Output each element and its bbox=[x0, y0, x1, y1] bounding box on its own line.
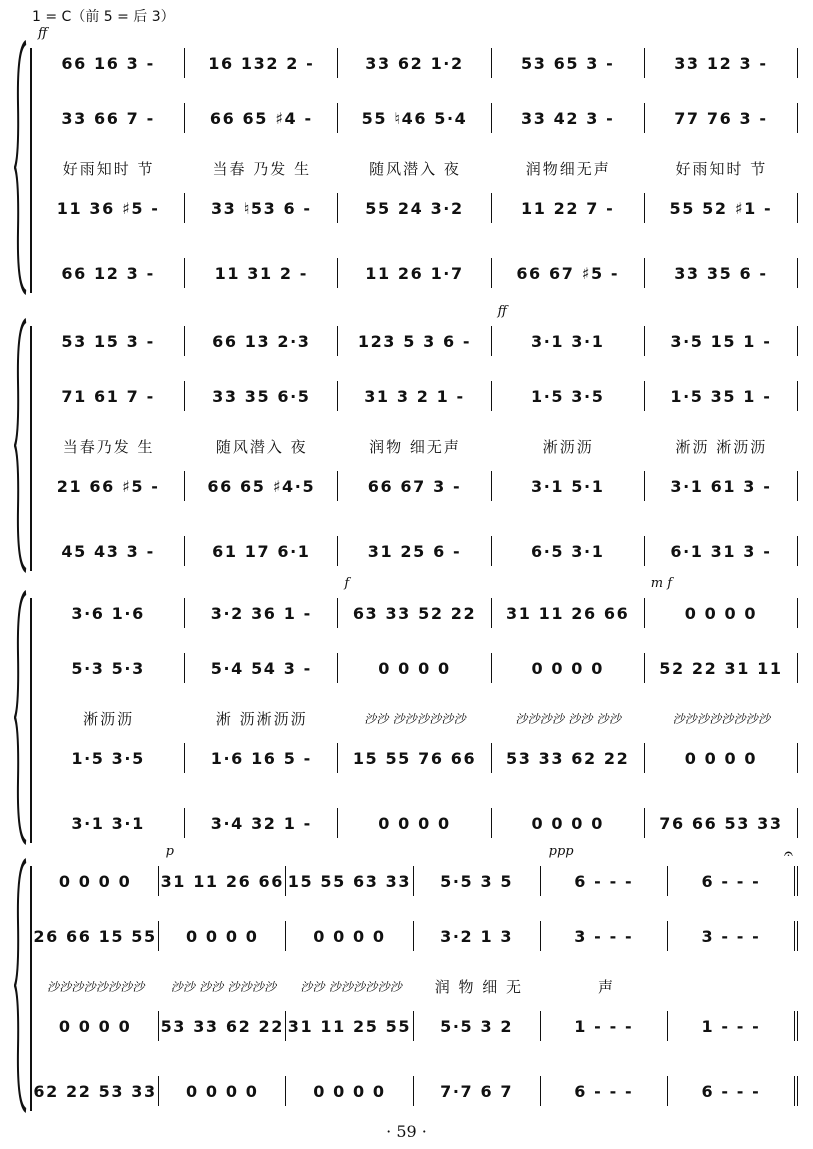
stave-row bbox=[32, 193, 798, 223]
lyrics-row bbox=[32, 155, 798, 181]
measure: 66 12 3 - bbox=[32, 258, 185, 288]
measure: 55 52 ♯1 - bbox=[645, 193, 798, 223]
measure: 0 0 0 0 bbox=[32, 866, 159, 896]
measure: 31 11 26 66 bbox=[492, 598, 645, 628]
lyric-segment: 淅 沥淅沥沥 bbox=[215, 709, 308, 728]
measure: 5·5 3 5 bbox=[414, 866, 541, 896]
lyric-segment: 沙沙沙沙 沙沙 沙沙 bbox=[515, 711, 622, 726]
measure: 26 66 15 55 bbox=[32, 921, 159, 951]
measure: 1·5 3·5 bbox=[492, 381, 645, 411]
measure: 66 65 ♯4 - bbox=[185, 103, 338, 133]
measure: 45 43 3 - bbox=[32, 536, 185, 566]
measure: 6 - - - bbox=[541, 866, 668, 896]
stave-row bbox=[32, 381, 798, 411]
measure: 3·2 1 3 bbox=[414, 921, 541, 951]
stave-row bbox=[32, 598, 798, 628]
measure: 3·5 15 1 - bbox=[645, 326, 798, 356]
brace-icon bbox=[14, 318, 28, 573]
lyrics-row bbox=[32, 705, 798, 731]
stave-row bbox=[32, 103, 798, 133]
lyrics-row bbox=[32, 433, 798, 459]
measure: 0 0 0 0 bbox=[492, 653, 645, 683]
dynamic-marking: f bbox=[344, 576, 350, 591]
stave-row bbox=[32, 653, 798, 683]
dynamic-marking: ff bbox=[497, 304, 507, 319]
measure: 3·2 36 1 - bbox=[185, 598, 338, 628]
measure: 31 11 26 66 bbox=[159, 866, 286, 896]
measure: 0 0 0 0 bbox=[492, 808, 645, 838]
measure: 71 61 7 - bbox=[32, 381, 185, 411]
key-signature: 1 = C（前 5 = 后 3） bbox=[32, 9, 175, 25]
lyric-segment: 好雨知时 节 bbox=[675, 159, 768, 178]
measure: 5·4 54 3 - bbox=[185, 653, 338, 683]
lyric-segment: 声 bbox=[598, 977, 616, 996]
measure: 5·3 5·3 bbox=[32, 653, 185, 683]
measure: 53 15 3 - bbox=[32, 326, 185, 356]
measure: 66 67 3 - bbox=[338, 471, 491, 501]
stave-row bbox=[32, 471, 798, 501]
stave-row bbox=[32, 866, 798, 896]
measure: 15 55 76 66 bbox=[338, 743, 491, 773]
measure: 76 66 53 33 bbox=[645, 808, 798, 838]
measure: 21 66 ♯5 - bbox=[32, 471, 185, 501]
measure: 0 0 0 0 bbox=[645, 598, 798, 628]
measure: 52 22 31 11 bbox=[645, 653, 798, 683]
measure: 11 36 ♯5 - bbox=[32, 193, 185, 223]
measure: 0 0 0 0 bbox=[159, 921, 286, 951]
lyric-segment: 淅沥沥 bbox=[83, 709, 135, 728]
measure: 15 55 63 33 bbox=[286, 866, 413, 896]
measure: 3·1 3·1 bbox=[492, 326, 645, 356]
measure: 33 12 3 - bbox=[645, 48, 798, 78]
lyric-segment: 润 物 细 无 bbox=[434, 977, 523, 996]
measure: 3·4 32 1 - bbox=[185, 808, 338, 838]
measure: 3 - - - bbox=[541, 921, 668, 951]
lyric-segment: 随风潜入 夜 bbox=[215, 437, 308, 456]
measure: 16 132 2 - bbox=[185, 48, 338, 78]
measure: 6 - - - bbox=[668, 1076, 798, 1106]
measure: 61 17 6·1 bbox=[185, 536, 338, 566]
measure: 66 16 3 - bbox=[32, 48, 185, 78]
measure: 63 33 52 22 bbox=[338, 598, 491, 628]
lyric-segment: 当春乃发 生 bbox=[62, 437, 155, 456]
lyric-segment: 润物 细无声 bbox=[369, 437, 461, 456]
lyric-segment: 随风潜入 夜 bbox=[369, 159, 461, 178]
measure: 33 62 1·2 bbox=[338, 48, 491, 78]
measure: 6 - - - bbox=[541, 1076, 668, 1106]
stave-row bbox=[32, 808, 798, 838]
lyrics-row bbox=[32, 973, 798, 999]
dynamic-marking: m f bbox=[650, 576, 673, 591]
measure: 0 0 0 0 bbox=[286, 921, 413, 951]
measure: 0 0 0 0 bbox=[286, 1076, 413, 1106]
lyric-segment: 沙沙沙沙沙沙沙沙 bbox=[672, 711, 771, 726]
measure: 77 76 3 - bbox=[645, 103, 798, 133]
measure: 1·5 3·5 bbox=[32, 743, 185, 773]
measure: 33 35 6 - bbox=[645, 258, 798, 288]
measure: 33 35 6·5 bbox=[185, 381, 338, 411]
measure: 33 ♮53 6 - bbox=[185, 193, 338, 223]
measure: 0 0 0 0 bbox=[32, 1011, 159, 1041]
measure: 11 22 7 - bbox=[492, 193, 645, 223]
lyric-segment: 沙沙 沙沙 沙沙沙沙 bbox=[170, 979, 277, 994]
stave-row bbox=[32, 48, 798, 78]
measure: 66 67 ♯5 - bbox=[492, 258, 645, 288]
measure: 3·6 1·6 bbox=[32, 598, 185, 628]
measure: 3 - - - bbox=[668, 921, 798, 951]
measure: 55 24 3·2 bbox=[338, 193, 491, 223]
dynamic-marking: ppp bbox=[548, 844, 574, 859]
lyric-segment: 好雨知时 节 bbox=[62, 159, 155, 178]
brace-icon bbox=[14, 858, 28, 1113]
measure: 66 13 2·3 bbox=[185, 326, 338, 356]
measure: 1 - - - bbox=[541, 1011, 668, 1041]
measure: 5·5 3 2 bbox=[414, 1011, 541, 1041]
measure: 6 - - - bbox=[668, 866, 798, 896]
lyric-segment: 沙沙 沙沙沙沙沙沙 bbox=[300, 979, 402, 994]
measure: 7·7 6 7 bbox=[414, 1076, 541, 1106]
score-system bbox=[14, 26, 798, 295]
stave-row bbox=[32, 743, 798, 773]
measure: 0 0 0 0 bbox=[338, 808, 491, 838]
lyric-segment: 沙沙沙沙沙沙沙沙 bbox=[47, 979, 145, 994]
measure: 31 25 6 - bbox=[338, 536, 491, 566]
measure: 53 33 62 22 bbox=[492, 743, 645, 773]
score-system bbox=[14, 844, 798, 1113]
score-system bbox=[14, 576, 798, 845]
stave-row bbox=[32, 536, 798, 566]
measure: 53 65 3 - bbox=[492, 48, 645, 78]
stave-row bbox=[32, 1076, 798, 1106]
measure: 55 ♮46 5·4 bbox=[338, 103, 491, 133]
lyric-segment: 润物细无声 bbox=[525, 159, 611, 178]
stave-row bbox=[32, 921, 798, 951]
measure: 0 0 0 0 bbox=[645, 743, 798, 773]
measure: 11 26 1·7 bbox=[338, 258, 491, 288]
lyric-segment: 沙沙 沙沙沙沙沙沙 bbox=[364, 711, 466, 726]
measure: 66 65 ♯4·5 bbox=[185, 471, 338, 501]
measure: 53 33 62 22 bbox=[159, 1011, 286, 1041]
measure: 6·5 3·1 bbox=[492, 536, 645, 566]
dynamic-marking: ff bbox=[38, 26, 48, 41]
score-system bbox=[14, 304, 798, 573]
stave-row bbox=[32, 326, 798, 356]
stave-row bbox=[32, 1011, 798, 1041]
dynamic-marking: p bbox=[165, 844, 174, 859]
measure: 0 0 0 0 bbox=[159, 1076, 286, 1106]
measure: 0 0 0 0 bbox=[338, 653, 491, 683]
measure: 31 11 25 55 bbox=[286, 1011, 413, 1041]
fermata-icon: 𝄐 bbox=[784, 844, 793, 863]
measure: 3·1 5·1 bbox=[492, 471, 645, 501]
lyric-segment: 淅沥 淅沥沥 bbox=[675, 437, 768, 456]
measure: 1·5 35 1 - bbox=[645, 381, 798, 411]
brace-icon bbox=[14, 40, 28, 295]
brace-icon bbox=[14, 590, 28, 845]
measure: 6·1 31 3 - bbox=[645, 536, 798, 566]
measure: 3·1 3·1 bbox=[32, 808, 185, 838]
measure: 123 5 3 6 - bbox=[338, 326, 491, 356]
measure: 11 31 2 - bbox=[185, 258, 338, 288]
lyric-segment: 淅沥沥 bbox=[542, 437, 594, 456]
stave-row bbox=[32, 258, 798, 288]
measure: 33 66 7 - bbox=[32, 103, 185, 133]
measure: 62 22 53 33 bbox=[32, 1076, 159, 1106]
lyric-segment: 当春 乃发 生 bbox=[212, 159, 312, 178]
measure: 3·1 61 3 - bbox=[645, 471, 798, 501]
measure: 31 3 2 1 - bbox=[338, 381, 491, 411]
measure: 33 42 3 - bbox=[492, 103, 645, 133]
page-number: · 59 · bbox=[386, 1122, 427, 1141]
measure: 1 - - - bbox=[668, 1011, 798, 1041]
measure: 1·6 16 5 - bbox=[185, 743, 338, 773]
